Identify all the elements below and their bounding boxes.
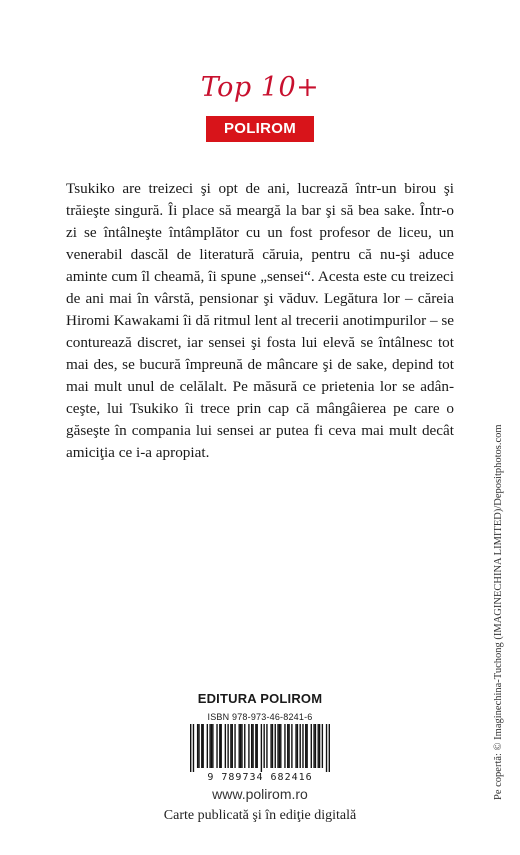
publisher-name: EDITURA POLIROM bbox=[197, 691, 323, 706]
isbn-barcode bbox=[184, 712, 336, 784]
series-logo: Top 10+ bbox=[200, 72, 320, 103]
digital-edition-note: Carte publicată şi în ediţie digitală bbox=[163, 808, 357, 823]
cover-photo-credit: Pe copertă: © Imaginechina-Tuchong (IMAGINECHINA LIMITED)/Depositphotos.com bbox=[493, 424, 504, 800]
isbn-text: ISBN 978-973-46-8241-6 bbox=[207, 712, 313, 722]
publisher-badge: POLIROM bbox=[206, 116, 314, 142]
barcode-icon bbox=[190, 724, 330, 772]
publisher-website: www.polirom.ro bbox=[212, 786, 308, 802]
barcode-digits: 9 789734 682416 bbox=[207, 772, 313, 783]
book-blurb: Tsukiko are treizeci şi opt de ani, lucrează într-un birou şi trăieşte singură. Îi place să meargă la bar şi să bea sake. Într-o zi se întâlneşte întâmplător cu un fost profesor de liceu, un venerabil dascăl de literatură căruia, pentru că nu-şi aduce aminte cum îl cheamă, îi spune „sensei“. Acesta este cu treizeci de ani mai în vârstă, pensionar şi văduv. Legătura lor – căreia Hiromi Kawakami îi dă ritmul lent al trecerii anotimpurilor – se conturează discret, iar sensei şi fosta lui elevă se întâlnesc tot mai des, se bucură împreună de mâncare şi de sake, depind tot mai mult unul de celălalt. Pe măsură ce prietenia lor se adânceşte, lui Tsukiko îi trece prin cap că mângâierea pe care o găseşte în compania lui sensei ar putea fi ceva mai mult decât amiciţia ce i-a apropiat. bbox=[66, 180, 455, 461]
